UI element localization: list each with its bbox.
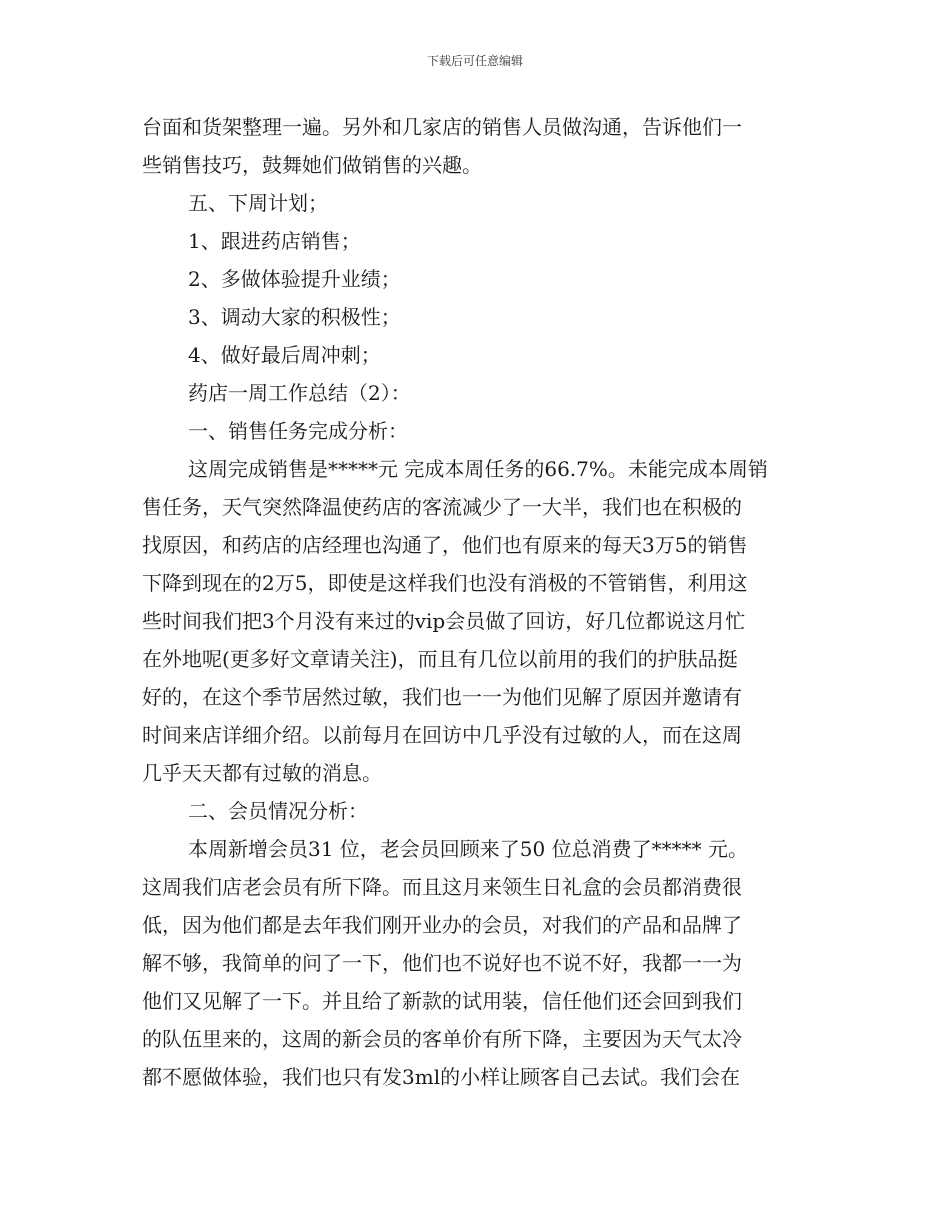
text-line: 这周完成销售是*****元 完成本周任务的66.7%。未能完成本周销 xyxy=(188,457,768,481)
text-line: 解不够，我简单的问了一下，他们也不说好也不说不好，我都一一为 xyxy=(142,951,742,975)
text-line: 4、做好最后周冲刺； xyxy=(188,343,381,367)
text-line: 些销售技巧，鼓舞她们做销售的兴趣。 xyxy=(142,153,482,177)
text-line: 时间来店详细介绍。以前每月在回访中几乎没有过敏的人，而在这周 xyxy=(142,723,742,747)
document-body xyxy=(142,108,810,1096)
text-line: 的队伍里来的，这周的新会员的客单价有所下降，主要因为天气太冷 xyxy=(142,1027,742,1051)
text-line: 找原因，和药店的店经理也沟通了，他们也有原来的每天3万5的销售 xyxy=(142,533,748,557)
text-line: 二、会员情况分析： xyxy=(188,799,368,823)
text-line: 些时间我们把3个月没有来过的vip会员做了回访，好几位都说这月忙 xyxy=(142,609,746,633)
text-line: 低，因为他们都是去年我们刚开业办的会员，对我们的产品和品牌了 xyxy=(142,913,742,937)
text-line: 1、跟进药店销售； xyxy=(188,229,361,253)
text-line: 下降到现在的2万5，即使是这样我们也没有消极的不管销售，利用这 xyxy=(142,571,748,595)
text-line: 几乎天天都有过敏的消息。 xyxy=(142,761,382,785)
text-line: 药店一周工作总结（2）： xyxy=(188,381,411,405)
text-line: 都不愿做体验，我们也只有发3ml的小样让顾客自己去试。我们会在 xyxy=(142,1065,741,1089)
text-line: 售任务，天气突然降温使药店的客流减少了一大半，我们也在积极的 xyxy=(142,495,742,519)
page-header: 下载后可任意编辑 xyxy=(426,54,523,68)
text-line: 这周我们店老会员有所下降。而且这月来领生日礼盒的会员都消费很 xyxy=(142,875,742,899)
text-line: 2、多做体验提升业绩； xyxy=(188,267,401,291)
text-line: 他们又见解了一下。并且给了新款的试用装，信任他们还会回到我们 xyxy=(142,989,742,1013)
text-line: 3、调动大家的积极性； xyxy=(188,305,401,329)
text-line: 在外地呢(更多好文章请关注)，而且有几位以前用的我们的护肤品挺 xyxy=(142,647,738,671)
text-line: 五、下周计划； xyxy=(188,191,328,215)
text-line: 一、销售任务完成分析： xyxy=(188,419,408,443)
text-line: 好的，在这个季节居然过敏，我们也一一为他们见解了原因并邀请有 xyxy=(142,685,742,709)
text-line: 台面和货架整理一遍。另外和几家店的销售人员做沟通，告诉他们一 xyxy=(142,115,742,139)
text-line: 本周新增会员31 位，老会员回顾来了50 位总消费了***** 元。 xyxy=(188,837,748,861)
